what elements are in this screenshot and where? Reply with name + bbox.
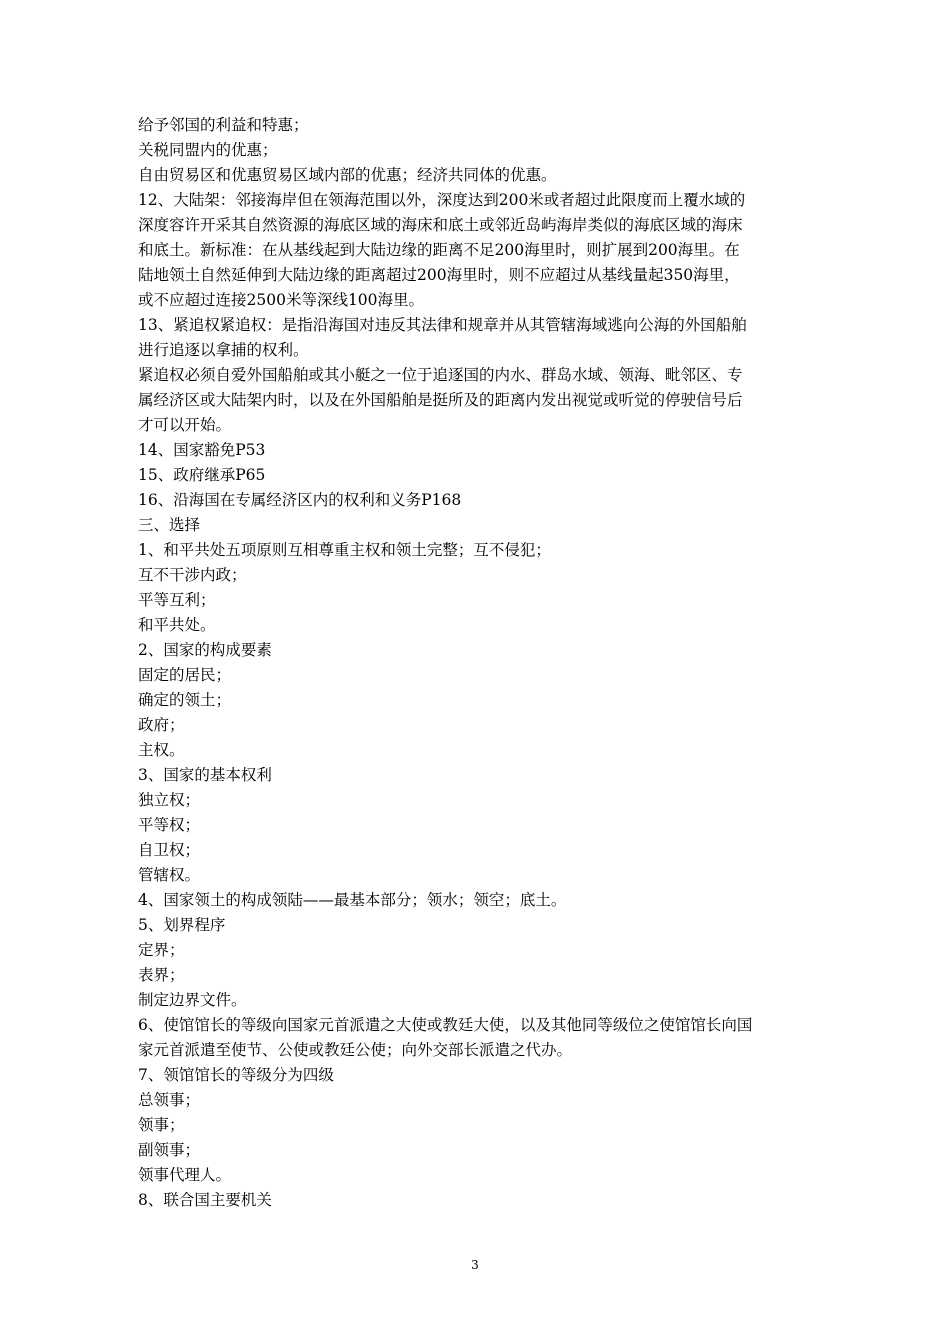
page-number: 3	[471, 1258, 479, 1272]
text-line: 或不应超过连接2500米等深线100海里。	[138, 291, 425, 309]
text-line: 15、政府继承P65	[138, 466, 266, 484]
section-heading: 三、选择	[138, 516, 201, 534]
text-line: 16、沿海国在专属经济区内的权利和义务P168	[138, 491, 462, 509]
text-line: 和平共处。	[138, 616, 216, 634]
text-line: 7、领馆馆长的等级分为四级	[138, 1066, 334, 1084]
text-line: 3、国家的基本权利	[138, 766, 272, 784]
text-line: 自卫权；	[138, 841, 201, 859]
text-line: 领事代理人。	[138, 1166, 232, 1184]
text-line: 独立权；	[138, 791, 201, 809]
text-line: 深度容许开采其自然资源的海底区域的海床和底土或邻近岛屿海岸类似的海底区域的海床	[138, 216, 743, 234]
text-line: 陆地领土自然延伸到大陆边缘的距离超过200海里时，则不应超过从基线量起350海里，	[138, 266, 740, 284]
text-line: 制定边界文件。	[138, 991, 247, 1009]
text-line: 6、使馆馆长的等级向国家元首派遣之大使或教廷大使，以及其他同等级位之使馆馆长向国	[138, 1016, 753, 1034]
text-line: 主权。	[138, 741, 185, 759]
text-line: 13、紧追权紧追权：是指沿海国对违反其法律和规章并从其管辖海域逃向公海的外国船舶	[138, 316, 747, 334]
text-line: 8、联合国主要机关	[138, 1191, 272, 1209]
text-line: 互不干涉内政；	[138, 566, 247, 584]
text-line: 管辖权。	[138, 866, 201, 884]
text-line: 政府；	[138, 716, 185, 734]
text-line: 才可以开始。	[138, 416, 232, 434]
text-line: 定界；	[138, 941, 185, 959]
text-line: 给予邻国的利益和特惠；	[138, 116, 309, 134]
text-line: 进行追逐以拿捕的权利。	[138, 341, 309, 359]
text-line: 属经济区或大陆架内时，以及在外国船舶是挺所及的距离内发出视觉或听觉的停驶信号后	[138, 391, 743, 409]
text-line: 表界；	[138, 966, 185, 984]
text-line: 12、大陆架：邻接海岸但在领海范围以外，深度达到200米或者超过此限度而上覆水域的	[138, 191, 746, 209]
text-line: 平等互利；	[138, 591, 216, 609]
text-line: 1、和平共处五项原则互相尊重主权和领土完整；互不侵犯；	[138, 541, 551, 559]
text-line: 关税同盟内的优惠；	[138, 141, 278, 159]
text-line: 领事；	[138, 1116, 185, 1134]
text-line: 总领事；	[138, 1091, 201, 1109]
text-line: 自由贸易区和优惠贸易区域内部的优惠；经济共同体的优惠。	[138, 166, 557, 184]
text-line: 4、国家领土的构成领陆——最基本部分；领水；领空；底土。	[138, 891, 567, 909]
document-body	[138, 113, 818, 1213]
text-line: 副领事；	[138, 1141, 201, 1159]
text-line: 固定的居民；	[138, 666, 232, 684]
text-line: 2、国家的构成要素	[138, 641, 272, 659]
text-line: 确定的领土；	[138, 691, 232, 709]
text-line: 14、国家豁免P53	[138, 441, 266, 459]
text-line: 平等权；	[138, 816, 201, 834]
text-line: 紧追权必须自爱外国船舶或其小艇之一位于追逐国的内水、群岛水域、领海、毗邻区、专	[138, 366, 743, 384]
text-line: 和底土。新标准：在从基线起到大陆边缘的距离不足200海里时，则扩展到200海里。在	[138, 241, 740, 259]
text-line: 5、划界程序	[138, 916, 226, 934]
text-line: 家元首派遣至使节、公使或教廷公使；向外交部长派遣之代办。	[138, 1041, 573, 1059]
